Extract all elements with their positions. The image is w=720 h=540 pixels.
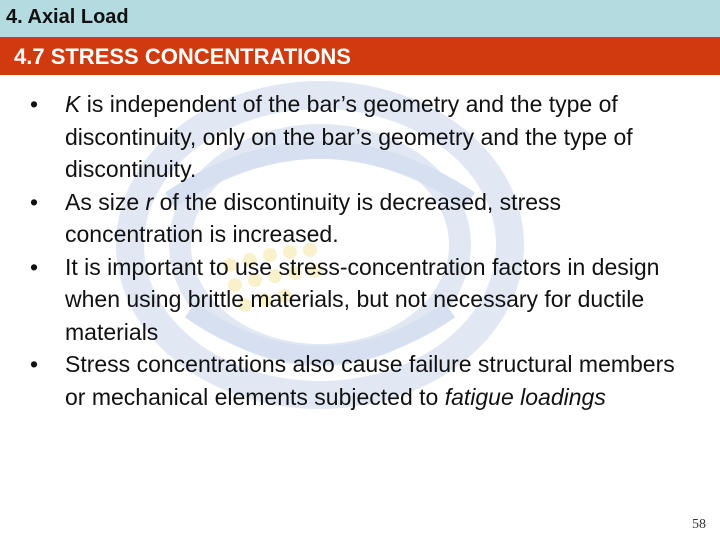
bullet-text [65,254,659,345]
bullet-text [65,189,561,248]
bullet-marker: • [30,188,39,215]
bullet-list [0,88,720,413]
bullet-marker: • [30,253,39,280]
bullet-item [0,186,720,251]
bullet-text [65,351,675,410]
page-number: 58 [692,517,706,532]
bullet-text-run: of the discontinuity is decreased, stress concentration is increased. [65,188,562,247]
bullet-text-italic: K [65,91,81,117]
bullet-item [0,348,720,413]
bullet-text-run: is independent of the bar’s geometry and the type of discontinuity, only on the bar’s geometry and the type of discontinuity. [65,91,633,182]
bullet-text [65,91,633,182]
section-header-bar [0,37,720,75]
bullet-marker: • [30,351,39,377]
chapter-title: 4. Axial Load [6,6,129,28]
bullet-text-run: It is important to use stress-concentration factors in design when using brittle materials, but not necessary for ductile materials [65,253,660,345]
bullet-marker: • [30,91,39,117]
chapter-header-bar [0,0,720,37]
bullet-text-italic: fatigue loadings [444,383,606,410]
bullet-text-run: As size [65,188,146,215]
section-title: 4.7 STRESS CONCENTRATIONS [14,44,351,69]
bullet-text-run: Stress concentrations also cause failure structural members or mechanical elements subjected to [65,351,675,410]
bullet-item [0,88,720,186]
bullet-item [0,251,720,349]
bullet-text-italic: r [145,188,154,215]
